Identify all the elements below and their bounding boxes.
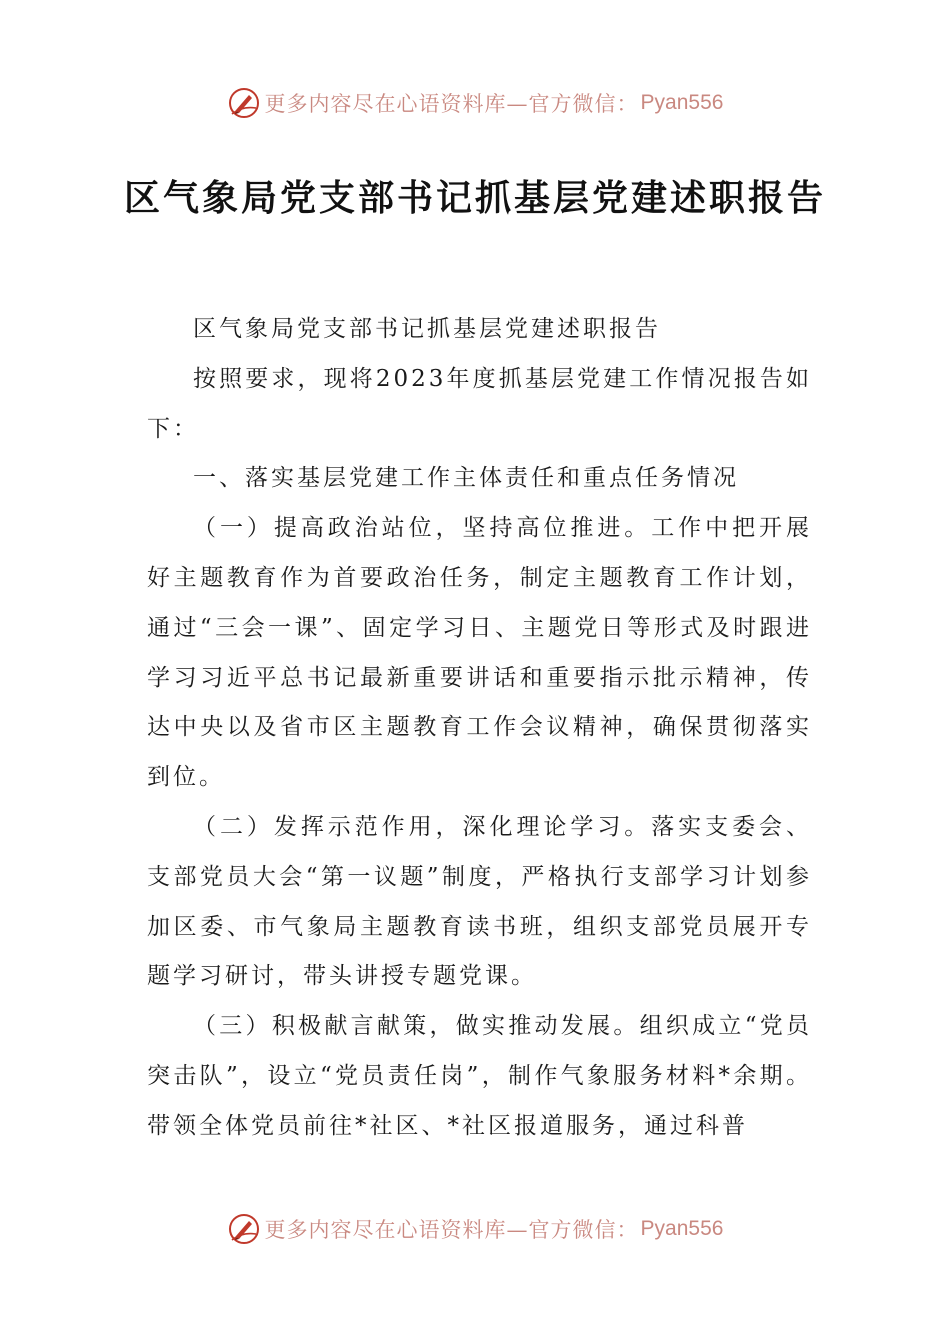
watermark-wechat-id: Pyan556 <box>640 91 724 114</box>
body-paragraph: （二）发挥示范作用，深化理论学习。落实支委会、支部党员大会“第一议题”制度，严格执行支部学习计划参加区委、市气象局主题教育读书班，组织支部党员展开专题学习研讨，带头讲授专题党课。 <box>147 813 812 990</box>
body-paragraph: （三）积极献言献策，做实推动发展。组织成立“党员突击队”，设立“党员责任岗”，制作气象服务材料*余期。带领全体党员前往*社区、*社区报道服务，通过科普 <box>147 1013 812 1139</box>
document-title: 区气象局党支部书记抓基层党建述职报告 <box>123 177 826 219</box>
pen-logo-icon <box>227 86 261 120</box>
section-heading: 一、落实基层党建工作主体责任和重点任务情况 <box>193 465 739 492</box>
watermark-header <box>0 83 950 123</box>
watermark-text: 更多内容尽在心语资料库—官方微信： <box>264 92 639 116</box>
pen-logo-icon <box>227 1212 261 1246</box>
body-paragraph: 按照要求，现将2023年度抓基层党建工作情况报告如下： <box>147 365 812 442</box>
watermark-footer <box>0 1209 950 1249</box>
watermark-text: 更多内容尽在心语资料库—官方微信： <box>264 1218 639 1242</box>
document-body <box>147 305 812 1152</box>
body-paragraph: （一）提高政治站位，坚持高位推进。工作中把开展好主题教育作为首要政治任务，制定主题教育工作计划，通过“三会一课”、固定学习日、主题党日等形式及时跟进学习习近平总书记最新重要讲话和重要指示批示精神，传达中央以及省市区主题教育工作会议精神，确保贯彻落实到位。 <box>147 515 812 791</box>
body-paragraph: 区气象局党支部书记抓基层党建述职报告 <box>193 316 661 342</box>
watermark-wechat-id: Pyan556 <box>640 1217 724 1240</box>
